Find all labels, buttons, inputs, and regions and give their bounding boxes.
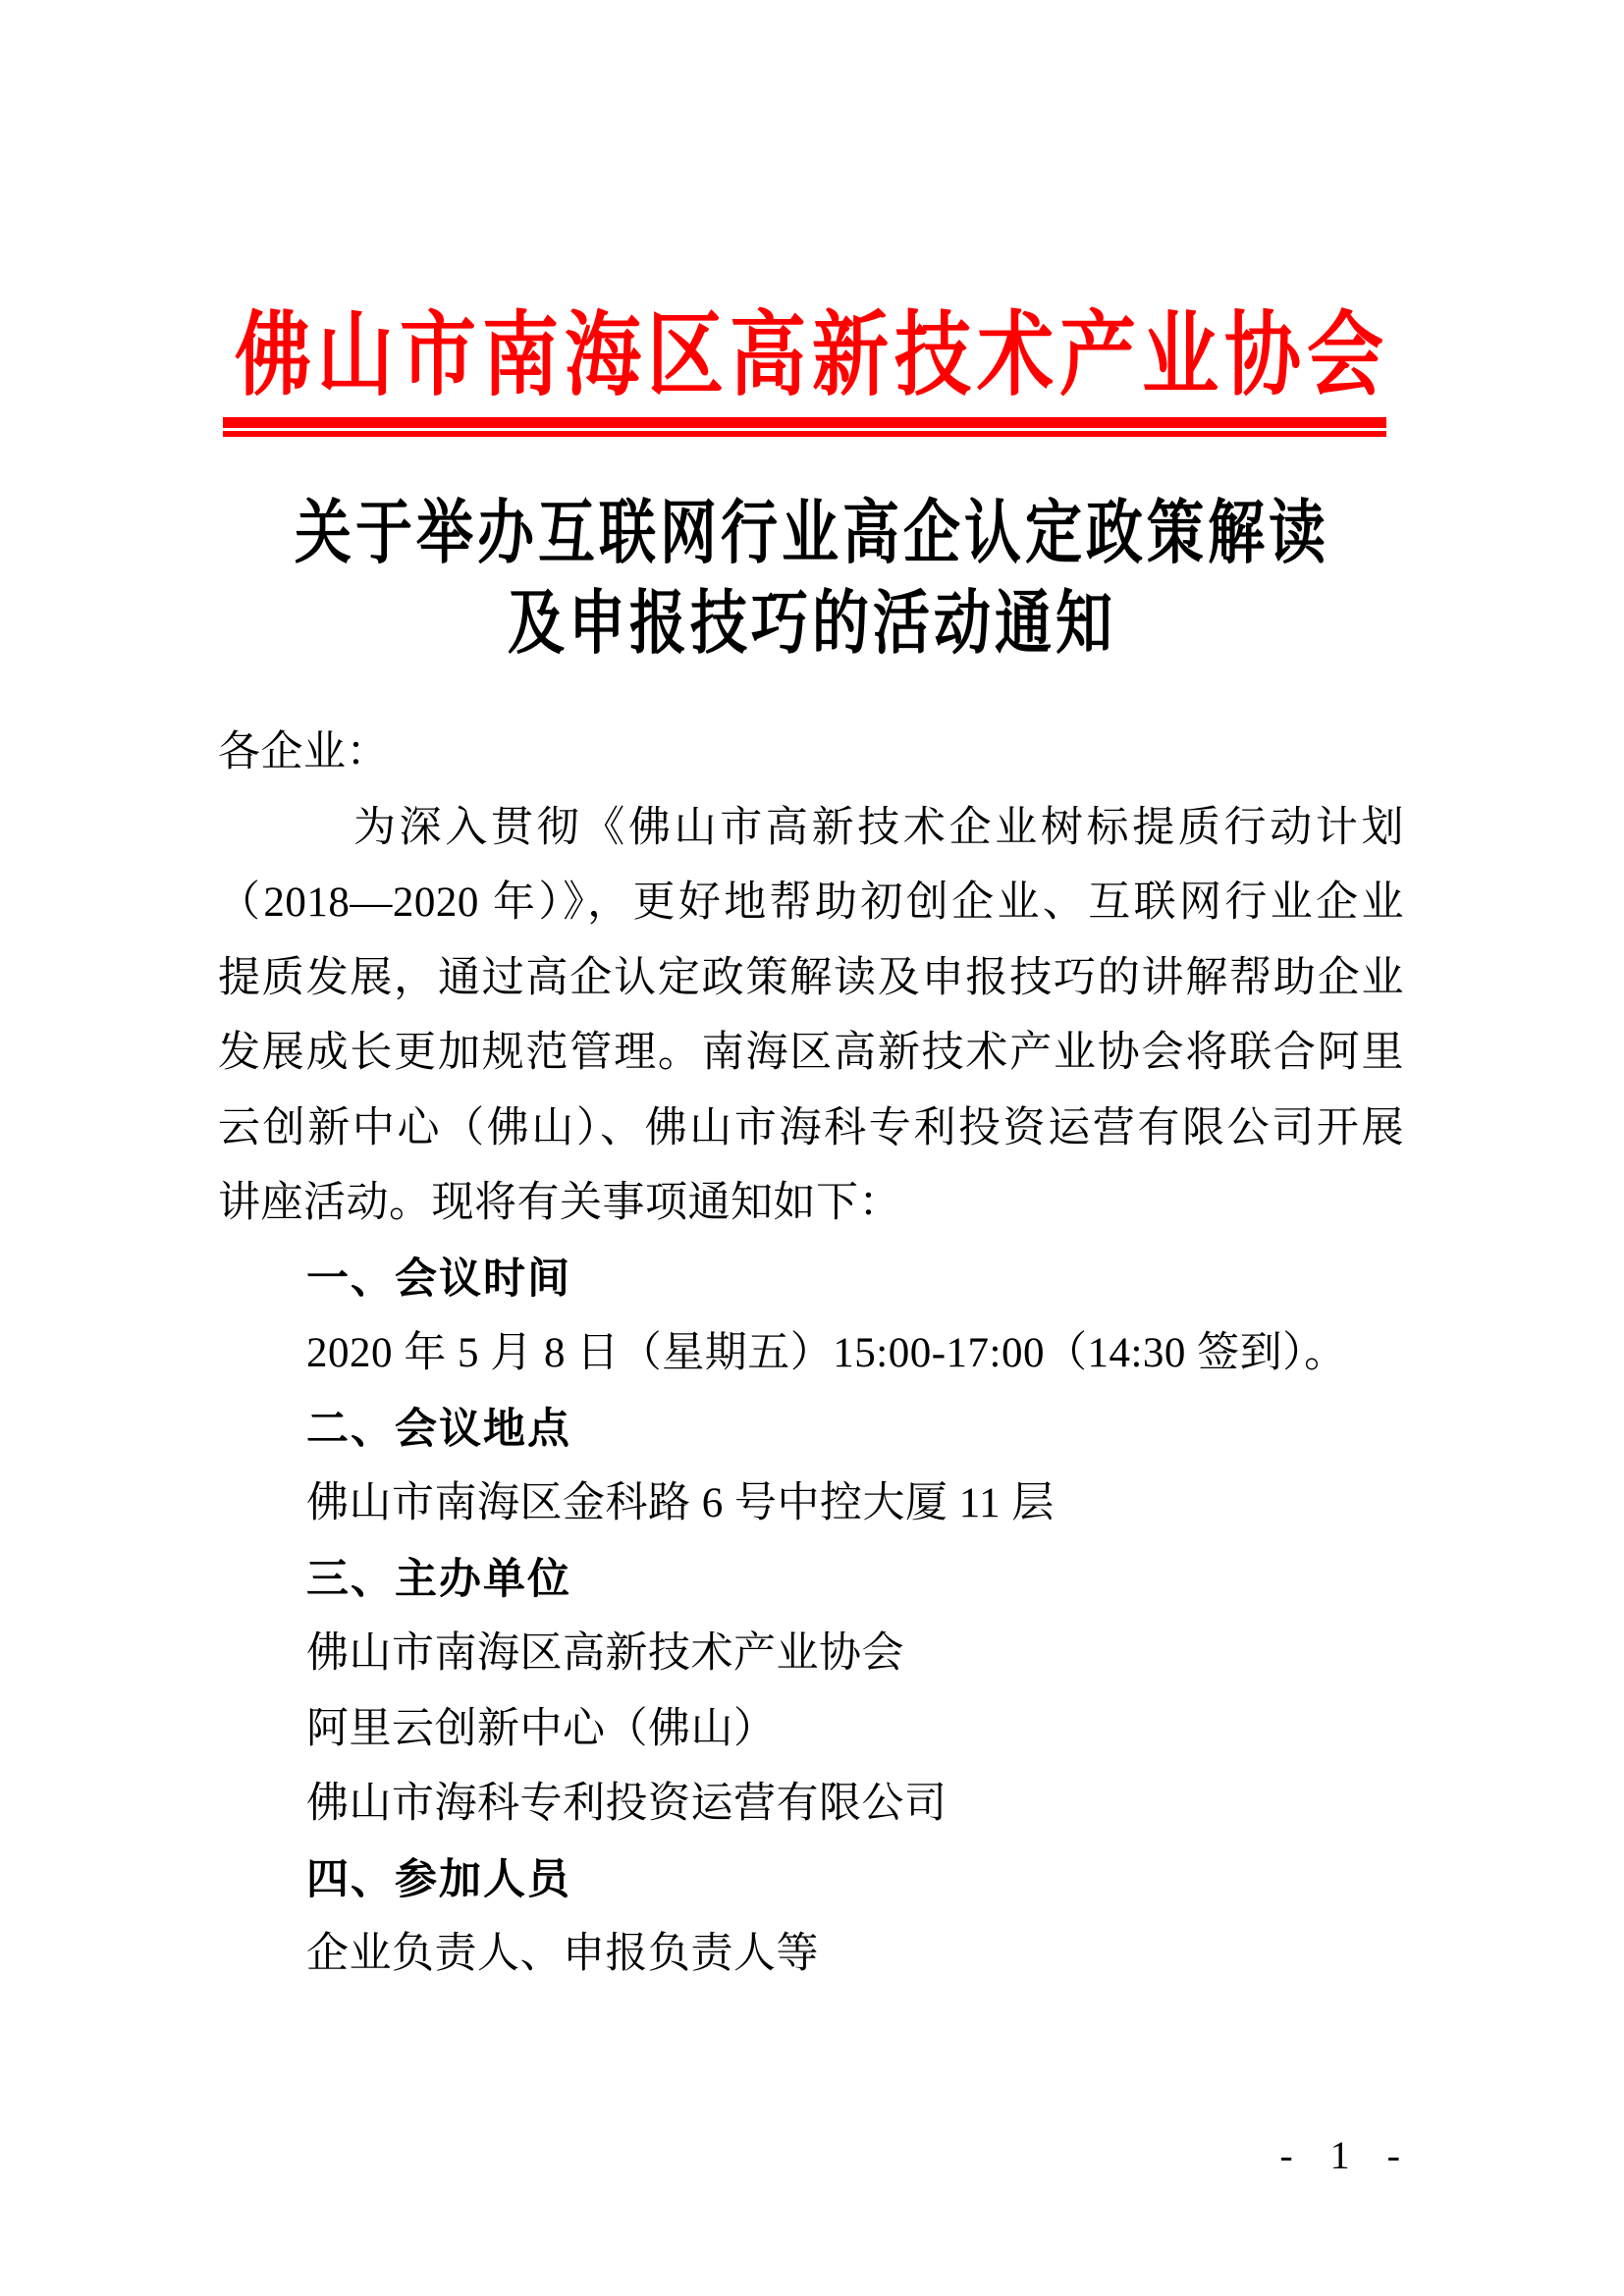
body-line-text: 企业负责人、申报负责人等 (306, 1931, 819, 1977)
body-line-text: 2020 年 5 月 8 日（星期五）15:00-17:00（14:30 签到）。 (306, 1330, 1347, 1376)
body-line (218, 1166, 1404, 1242)
document-title (0, 489, 1624, 669)
body-line (218, 941, 1404, 1017)
body-line-text: 佛山市南海区高新技术产业协会 (306, 1630, 904, 1677)
section-heading (218, 1542, 1404, 1618)
body-line-text: 二、会议地点 (306, 1405, 571, 1453)
body-line-text: 三、主办单位 (306, 1555, 571, 1603)
body-line-text: 发展成长更加规范管理。南海区高新技术产业协会将联合阿里 (218, 1030, 1404, 1076)
body-line (218, 1692, 1404, 1768)
document-title-line-2: 及申报技巧的活动通知 (507, 584, 1116, 664)
body-line (218, 1316, 1404, 1392)
document-title-line-1: 关于举办互联网行业高企认定政策解读 (294, 494, 1329, 573)
body-line (218, 791, 1404, 867)
body-line (218, 1016, 1404, 1092)
body-line-text: 阿里云创新中心（佛山） (306, 1705, 777, 1752)
body-line (218, 716, 1404, 791)
body-line-text: 四、参加人员 (306, 1855, 571, 1903)
body-line-text: 云创新中心（佛山）、佛山市海科专利投资运营有限公司开展 (218, 1104, 1404, 1151)
body-line-text: 提质发展，通过高企认定政策解读及申报技巧的讲解帮助企业 (218, 954, 1404, 1001)
body-line-text: 各企业： (218, 729, 389, 775)
body-line (218, 1092, 1404, 1167)
body-line (218, 1767, 1404, 1842)
section-heading (218, 1242, 1404, 1317)
body-line-text: 一、会议时间 (306, 1255, 571, 1303)
page-number: - 1 - (1279, 2133, 1404, 2177)
body-line-text: 佛山市海科专利投资运营有限公司 (306, 1781, 947, 1827)
body-line-text: （2018—2020 年）》，更好地帮助初创企业、互联网行业企业 (218, 880, 1404, 926)
body-line (218, 1467, 1404, 1542)
section-heading (218, 1392, 1404, 1468)
document-body (218, 716, 1404, 1993)
letterhead-divider-line (223, 417, 1386, 437)
body-line-text: 为深入贯彻《佛山市高新技术企业树标提质行动计划 (353, 804, 1404, 851)
section-heading (218, 1842, 1404, 1918)
body-line (218, 1617, 1404, 1692)
body-line-text: 讲座活动。现将有关事项通知如下： (218, 1180, 901, 1226)
body-line (218, 866, 1404, 941)
body-line-text: 佛山市南海区金科路 6 号中控大厦 11 层 (306, 1480, 1055, 1526)
body-line (218, 1917, 1404, 1993)
letterhead-org-title: 佛山市南海区高新技术产业协会 (234, 303, 1389, 407)
